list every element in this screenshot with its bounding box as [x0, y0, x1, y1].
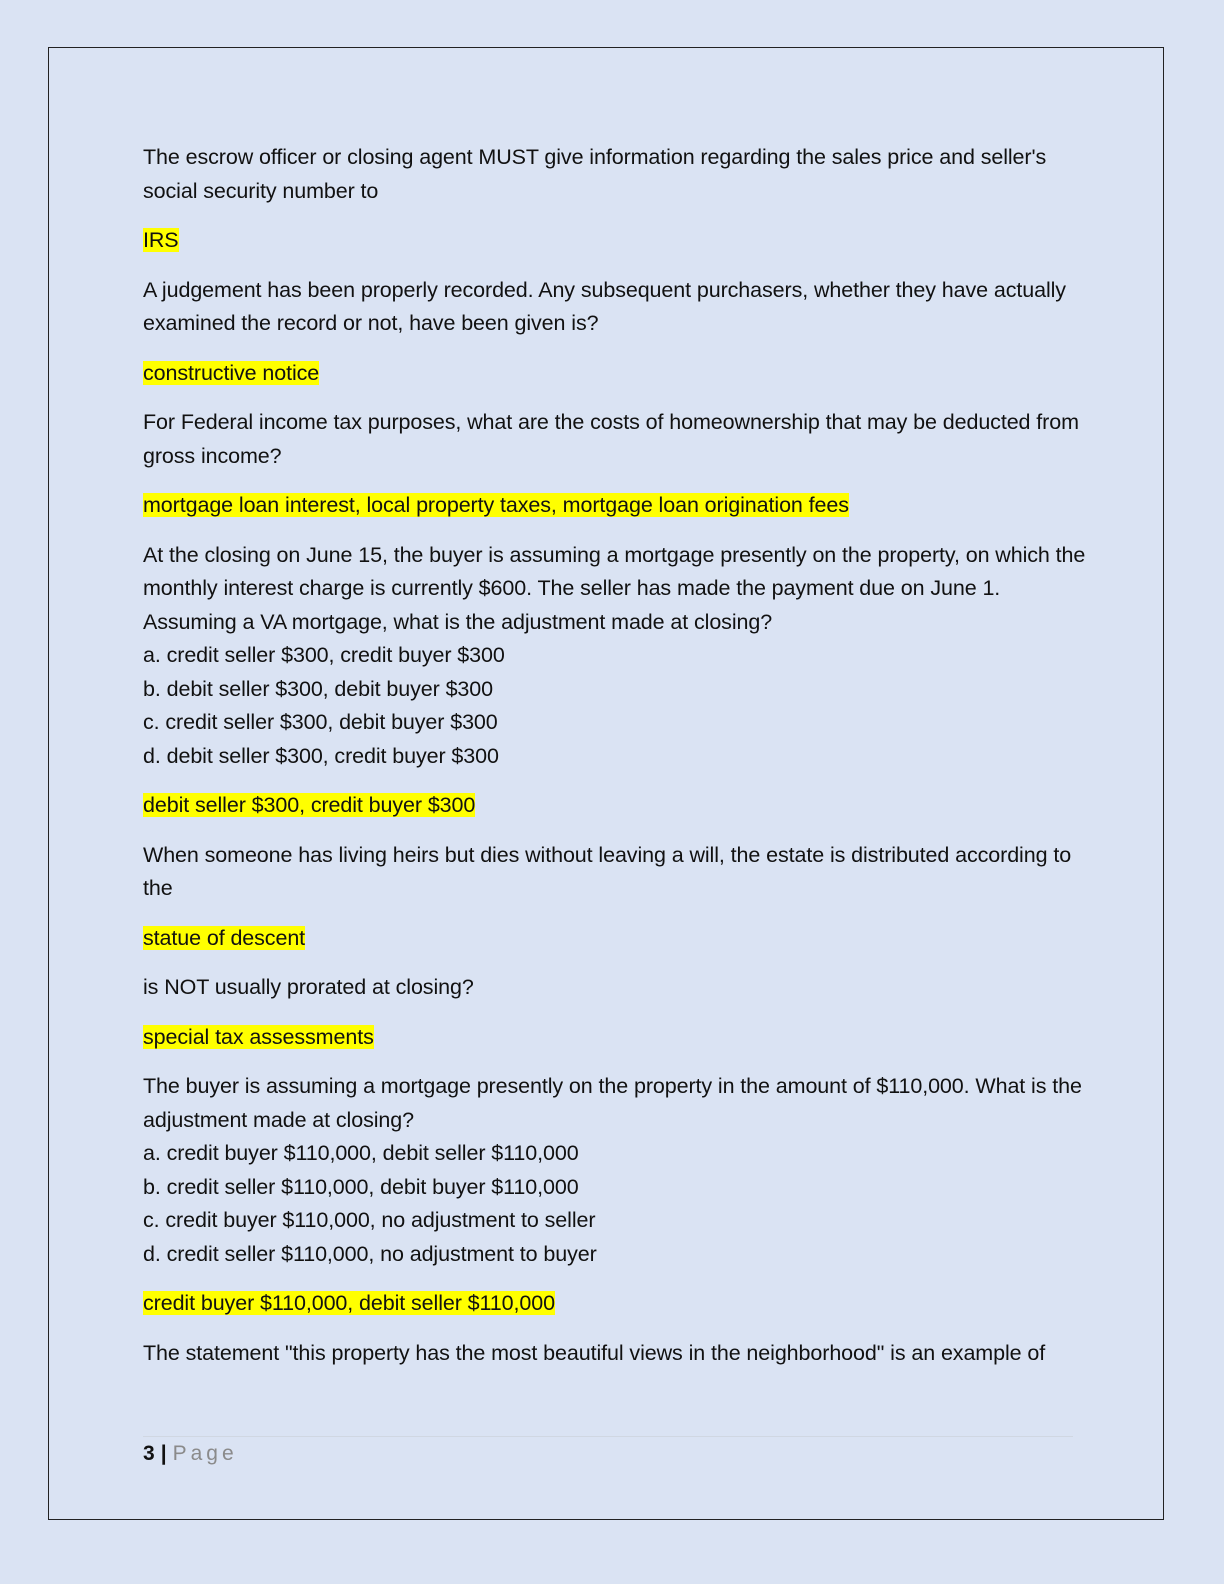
- answer-text: [143, 489, 1088, 523]
- footer-divider: [143, 1436, 1073, 1437]
- footer-separator: |: [160, 1442, 167, 1465]
- answer-highlight: IRS: [143, 228, 179, 252]
- answer-text: [143, 1287, 1088, 1321]
- answer-highlight: constructive notice: [143, 360, 320, 385]
- question-text: A judgement has been properly recorded. Any subsequent purchasers, whether they have actually examined the record or not, have been given is?: [143, 277, 1066, 335]
- answer-highlight: credit buyer $110,000, debit seller $110,000: [143, 1291, 555, 1315]
- option-list: [143, 1137, 1088, 1271]
- question-text: At the closing on June 15, the buyer is assuming a mortgage presently on the property, on which the monthly interest charge is currently $600. The seller has made the payment due on June 1. Assuming a VA mortgage, what is the adjustment made at closing?: [143, 542, 1086, 634]
- page-footer: [143, 1440, 238, 1468]
- question-text: The statement "this property has the most beautiful views in the neighborhood" is an example of: [143, 1340, 1046, 1365]
- question-text: is NOT usually prorated at closing?: [143, 975, 474, 999]
- option-b: b. credit seller $110,000, debit buyer $110,000: [143, 1174, 579, 1199]
- option-c: c. credit buyer $110,000, no adjustment to seller: [143, 1208, 596, 1232]
- answer-highlight: special tax assessments: [143, 1024, 374, 1049]
- option-list: [143, 639, 1088, 773]
- answer-text: [143, 224, 1088, 258]
- option-c: c. credit seller $300, debit buyer $300: [143, 710, 498, 734]
- question-text: When someone has living heirs but dies without leaving a will, the estate is distributed according to the: [143, 842, 1072, 900]
- answer-highlight: debit seller $300, credit buyer $300: [143, 793, 476, 817]
- option-d: d. credit seller $110,000, no adjustment to buyer: [143, 1241, 597, 1266]
- option-b: b. debit seller $300, debit buyer $300: [143, 676, 494, 701]
- answer-text: [143, 789, 1088, 823]
- option-a: a. credit buyer $110,000, debit seller $110,000: [143, 1141, 579, 1165]
- page-label: Page: [172, 1442, 238, 1465]
- answer-text: [143, 922, 1088, 956]
- answer-text: [143, 357, 1088, 391]
- question-text: The buyer is assuming a mortgage presently on the property in the amount of $110,000. What is the adjustment made at closing?: [143, 1074, 1082, 1132]
- document-body: [143, 141, 1088, 1386]
- answer-highlight: mortgage loan interest, local property taxes, mortgage loan origination fees: [143, 493, 849, 517]
- question-text: The escrow officer or closing agent MUST give information regarding the sales price and seller's social security number to: [143, 145, 1047, 203]
- question-text: For Federal income tax purposes, what are the costs of homeownership that may be deducted from gross income?: [143, 410, 1079, 468]
- answer-text: [143, 1021, 1088, 1055]
- option-a: a. credit seller $300, credit buyer $300: [143, 643, 505, 667]
- answer-highlight: statue of descent: [143, 925, 306, 950]
- page-number: 3: [143, 1442, 155, 1465]
- option-d: d. debit seller $300, credit buyer $300: [143, 743, 499, 768]
